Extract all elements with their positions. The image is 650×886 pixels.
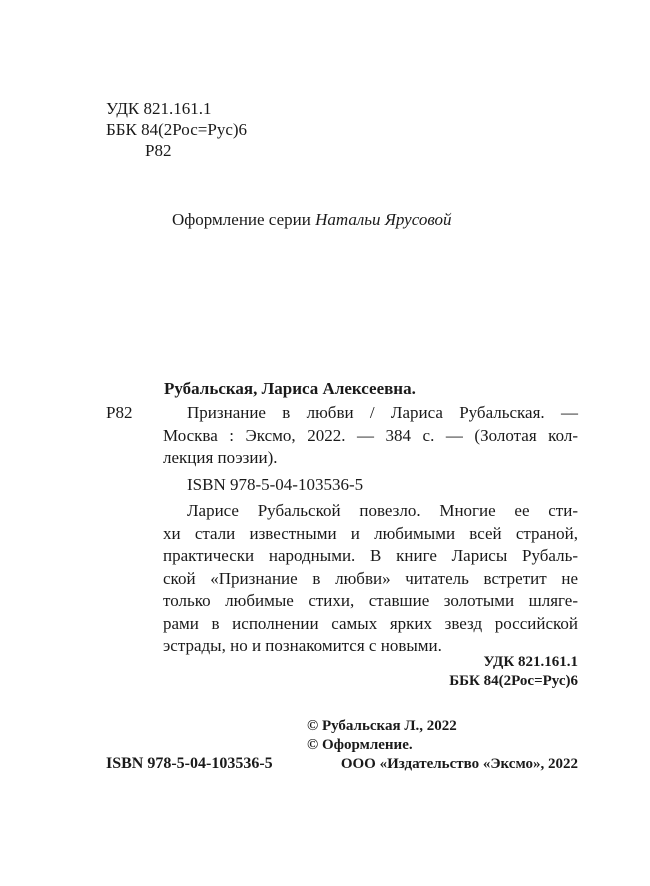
series-designer-name: Натальи Ярусовой xyxy=(315,210,452,229)
annotation-line: только любимые стихи, ставшие золотыми шляге- xyxy=(163,591,578,610)
description-line: Москва : Эксмо, 2022. — 384 с. — (Золотая кол- xyxy=(163,425,578,445)
copyright-author: © Рубальская Л., 2022 xyxy=(307,718,457,734)
annotation-line: практически народными. В книге Ларисы Рубаль- xyxy=(163,546,578,565)
bibliographic-description xyxy=(163,402,578,470)
series-design-prefix: Оформление серии xyxy=(172,210,311,229)
copyright-publisher: ООО «Издательство «Эксмо», 2022 xyxy=(340,756,578,772)
udk-top: УДК 821.161.1 xyxy=(106,99,212,118)
author-mark: Р82 xyxy=(106,403,133,422)
annotation xyxy=(163,500,578,658)
udk-record: УДК 821.161.1 xyxy=(483,654,578,670)
annotation-line: эстрады, но и познакомится с новыми. xyxy=(163,636,442,655)
description-line: лекция поэзии). xyxy=(163,448,278,467)
author-heading: Рубальская, Лариса Алексеевна. xyxy=(164,379,416,398)
author-mark-top: Р82 xyxy=(145,141,172,160)
isbn-bottom: ISBN 978-5-04-103536-5 xyxy=(106,755,273,772)
annotation-line: хи стали известными и любимыми всей страной, xyxy=(163,523,578,543)
bbk-record: ББК 84(2Рос=Рус)6 xyxy=(449,673,578,689)
annotation-line: ской «Признание в любви» читатель встретит не xyxy=(163,568,578,588)
description-line: Признание в любви / Лариса Рубальская. — xyxy=(187,403,578,422)
series-design-credit xyxy=(172,209,452,230)
annotation-line: рами в исполнении самых ярких звезд российской xyxy=(163,613,578,633)
copyright-design: © Оформление. xyxy=(307,737,413,753)
annotation-line: Ларисе Рубальской повезло. Многие ее сти- xyxy=(187,501,578,520)
isbn-record: ISBN 978-5-04-103536-5 xyxy=(187,475,364,494)
bbk-top: ББК 84(2Рос=Рус)6 xyxy=(106,120,248,139)
